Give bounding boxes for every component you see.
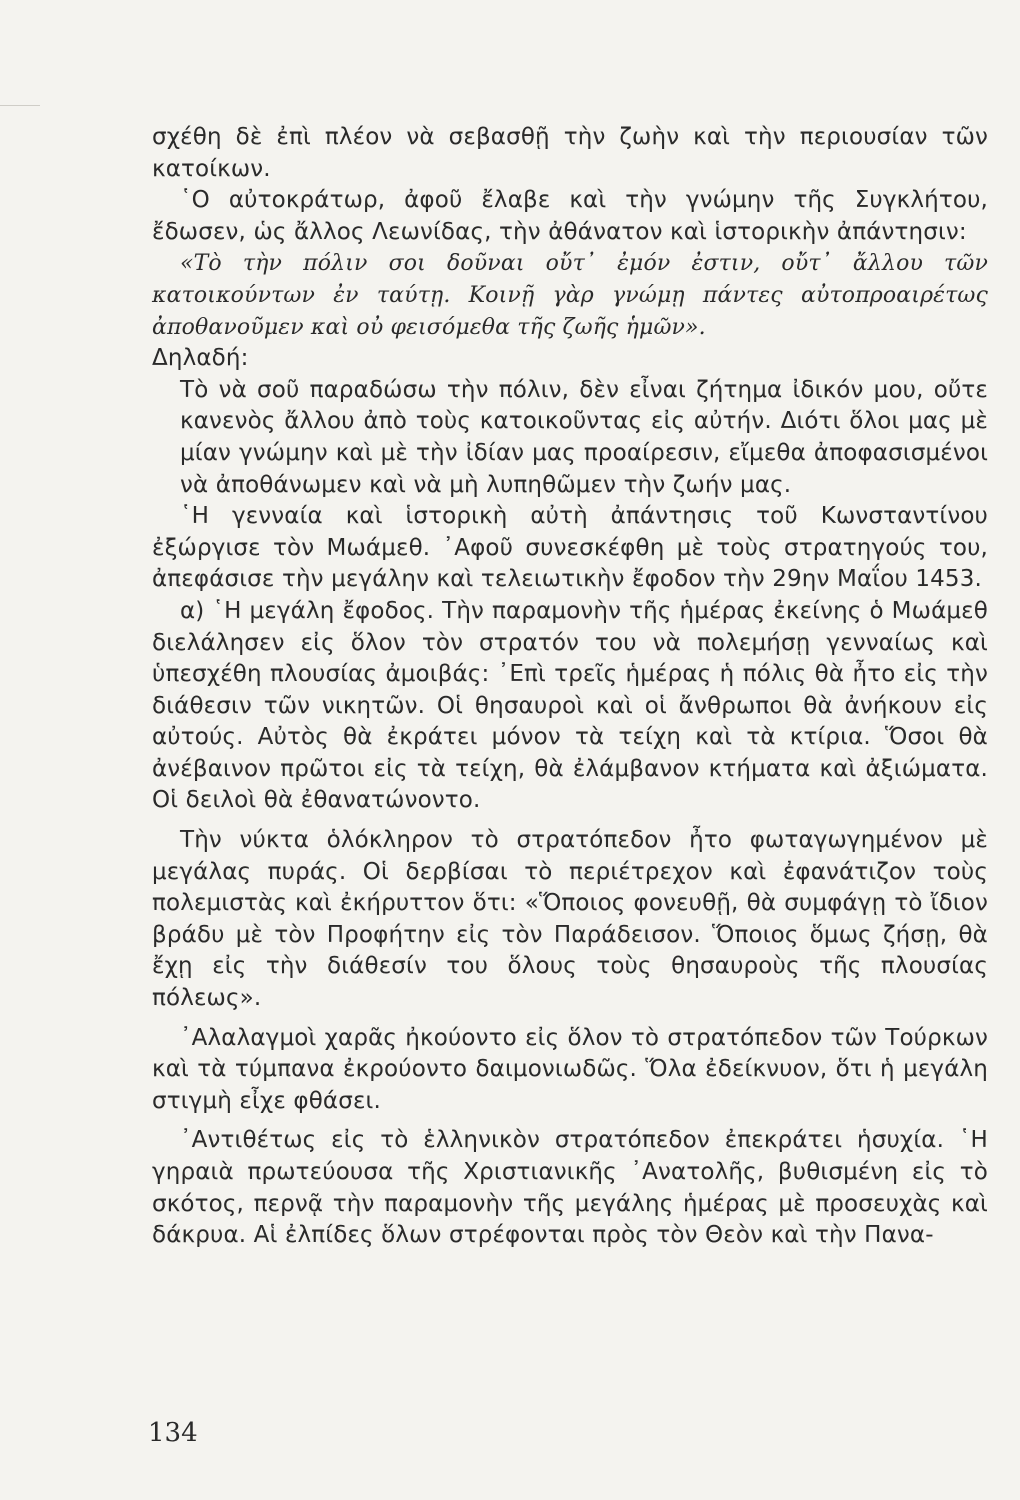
paragraph-mehmed-angered: ῾Η γενναία καὶ ἱστορικὴ αὐτὴ ἀπάντησις τοῦ Κωνσταντίνου ἐξώργισε τὸν Μωάμεθ. ᾿Αφοῦ συνεσκέφθη μὲ τοὺς στρατηγούς του, ἀπεφάσισε τὴν μεγάλην καὶ τελειωτικὴν ἔφοδον τὴν 29ην Μαΐου 1453. <box>152 503 988 593</box>
paragraph-great-assault: α) ῾Η μεγάλη ἔφοδος. Τὴν παραμονὴν τῆς ἡμέρας ἐκείνης ὁ Μωάμεθ διελάλησεν εἰς ὅλον τὸν στρατόν του νὰ πολεμήσῃ γενναίως καὶ ὑπεσχέθη πλουσίας ἀμοιβάς: ᾿Επὶ τρεῖς ἡμέρας ἡ πόλις θὰ ἦτο εἰς τὴν διάθεσιν τῶν νικητῶν. Οἱ θησαυροὶ καὶ οἱ ἄνθρωποι θὰ ἀνήκουν εἰς αὐτούς. Αὐτὸς θὰ ἐκράτει μόνον τὰ τείχη καὶ τὰ κτίρια. Ὅσοι θὰ ἀνέβαινον πρῶτοι εἰς τὰ τείχη, θὰ ἐλάμβανον κτήματα καὶ ἀξιώματα. Οἱ δειλοὶ θὰ ἐθανατώνοντο. <box>152 597 988 814</box>
paragraph-emperor-reply: ῾Ο αὐτοκράτωρ, ἀφοῦ ἔλαβε καὶ τὴν γνώμην τῆς Συγκλήτου, ἔδωσεν, ὡς ἄλλος Λεωνίδας, τὴν ἀθάνατον καὶ ἱστορικὴν ἀπάντησιν: <box>152 187 988 245</box>
quote-ancient-greek: «Τὸ τὴν πόλιν σοι δοῦναι οὔτ᾽ ἐμόν ἐστιν, οὔτ᾽ ἄλλου τῶν κατοικούντων ἐν ταύτῃ. Κοινῇ γὰρ γνώμῃ πάντες αὐτοπροαιρέτως ἀποθανοῦμεν καὶ οὐ φεισόμεθα τῆς ζωῆς ἡμῶν». <box>152 251 988 340</box>
paragraph-translation: Τὸ νὰ σοῦ παραδώσω τὴν πόλιν, δὲν εἶναι ζήτημα ἰδικόν μου, οὔτε κανενὸς ἄλλου ἀπὸ τοὺς κατοικοῦντας εἰς αὐτήν. Διότι ὅλοι μας μὲ μίαν γνώμην καὶ μὲ τὴν ἰδίαν μας προαίρεσιν, εἴμεθα ἀποφασισμένοι νὰ ἀποθάνωμεν καὶ νὰ μὴ λυπηθῶμεν τὴν ζωήν μας. <box>180 376 988 498</box>
paragraph-continuation: σχέθη δὲ ἐπὶ πλέον νὰ σεβασθῇ τὴν ζωὴν καὶ τὴν περιουσίαν τῶν κατοίκων. <box>152 124 988 182</box>
paragraph-namely: Δηλαδή: <box>152 345 249 372</box>
paragraph-shouts-of-joy: ᾿Αλαλαγμοὶ χαρᾶς ἠκούοντο εἰς ὅλον τὸ στρατόπεδον τῶν Τούρκων καὶ τὰ τύμπανα ἐκρούοντο δαιμονιωδῶς. Ὅλα ἐδείκνυον, ὅτι ἡ μεγάλη στιγμὴ εἶχε φθάσει. <box>152 1024 988 1114</box>
body-text <box>152 122 988 1252</box>
paragraph-night-camp: Τὴν νύκτα ὁλόκληρον τὸ στρατόπεδον ἦτο φωταγωγημένον μὲ μεγάλας πυράς. Οἱ δερβίσαι τὸ περιέτρεχον καὶ ἐφανάτιζον τοὺς πολεμιστὰς καὶ ἐκήρυττον ὅτι: «Ὅποιος φονευθῇ, θὰ συμφάγῃ τὸ ἴδιον βράδυ μὲ τὸν Προφήτην εἰς τὸν Παράδεισον. Ὅποιος ὅμως ζήσῃ, θὰ ἔχῃ εἰς τὴν διάθεσίν του ὅλους τοὺς θησαυροὺς τῆς πλουσίας πόλεως». <box>152 827 988 1012</box>
paragraph-greek-camp: ᾿Αντιθέτως εἰς τὸ ἑλληνικὸν στρατόπεδον ἐπεκράτει ἡσυχία. ῾Η γηραιὰ πρωτεύουσα τῆς Χριστιανικῆς ᾿Ανατολῆς, βυθισμένη εἰς τὸ σκότος, περνᾷ τὴν παραμονὴν τῆς μεγάλης ἡμέρας μὲ προσευχὰς καὶ δάκρυα. Αἱ ἐλπίδες ὅλων στρέφονται πρὸς τὸν Θεὸν καὶ τὴν Πανα- <box>152 1127 988 1249</box>
page-number: 134 <box>148 1418 198 1448</box>
page-edge-line <box>0 105 40 106</box>
